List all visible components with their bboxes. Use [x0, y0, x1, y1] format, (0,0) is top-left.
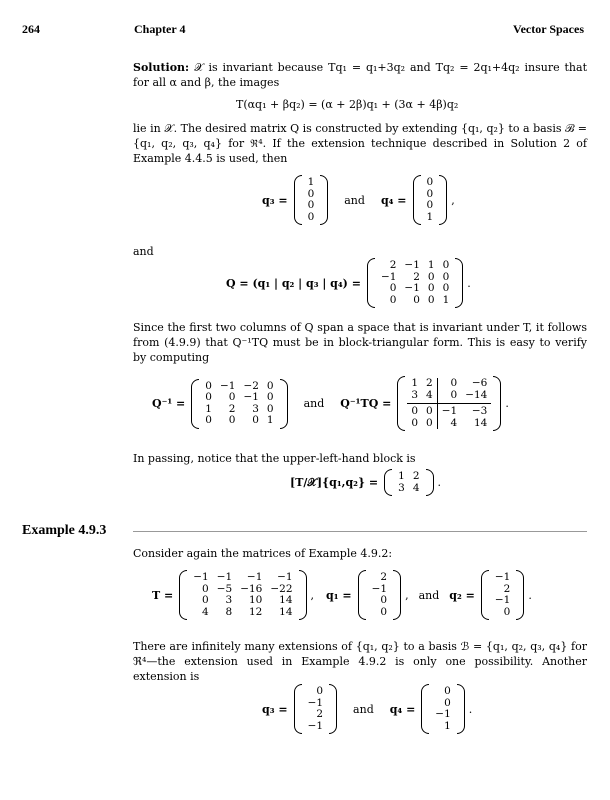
Q-label: Q = (q₁ | q₂ | q₃ | q₄) = [226, 276, 361, 290]
matrix-entry: −1 [219, 379, 236, 392]
equation-images-text: T(αq₁ + βq₂) = (α + 2β)q₁ + (3α + 4β)q₂ [236, 98, 459, 111]
matrix-entry: 0 [389, 282, 397, 294]
matrix-entry: 0 [202, 582, 209, 595]
vector-entry: −1 [371, 582, 388, 595]
solution-paragraph-2: lie in 𝒳. The desired matrix Q is constructed by extending {q₁, q₂} to a basis ℬ = {q₁, q₂, q₃, q₄} for ℜ⁴. If the extension technique described in Solution 2 of Example 4.4.5 is used, then [133, 122, 587, 165]
matrix-entry: 0 [438, 390, 461, 405]
vector-entry: 1 [426, 210, 434, 223]
q2-vector [481, 570, 524, 620]
and-word: and [353, 702, 374, 716]
matrix-entry: −16 [240, 582, 263, 595]
matrix-entry: 3 [252, 402, 259, 415]
vector-entry: 0 [316, 685, 324, 697]
equation-example-q3-q4 [262, 684, 472, 734]
matrix-entry: 8 [225, 605, 233, 618]
matrix-entry: −1 [193, 571, 209, 583]
matrix-entry: 0 [202, 594, 209, 606]
example-paragraph: There are infinitely many extensions of {q₁, q₂} to a basis ℬ = {q₁, q₂, q₃, q₄} for ℜ⁴—the extension used in Example 4.9.2 is only one possibility. Another extension is [133, 640, 587, 683]
matrix-entry: 0 [426, 416, 433, 429]
matrix-entry: 0 [442, 270, 450, 283]
equation-q3-q4 [262, 175, 455, 225]
matrix-entry: 1 [205, 402, 212, 415]
Qinv-matrix [191, 379, 287, 429]
period: . [467, 276, 471, 290]
running-head [22, 22, 584, 38]
vector-entry: 0 [307, 210, 315, 223]
matrix-entry: 0 [427, 282, 435, 294]
solution-paragraph-4: In passing, notice that the upper-left-hand block is [133, 452, 416, 465]
vector-entry: 1 [307, 176, 315, 188]
example-rule [133, 531, 587, 532]
equation-T-q1-q2 [152, 570, 532, 620]
QTQ-matrix [397, 376, 501, 431]
section-label: Vector Spaces [513, 22, 584, 36]
equation-Qinv-QTQ [152, 376, 509, 431]
matrix-entry: 0 [266, 402, 274, 415]
matrix-entry: 1 [398, 470, 405, 482]
Q-matrix [367, 258, 463, 308]
period: . [437, 476, 441, 489]
matrix-entry: 2 [426, 377, 433, 389]
matrix-entry: 3 [398, 481, 405, 494]
q1-vector [358, 570, 401, 620]
matrix-entry: 0 [411, 416, 419, 429]
matrix-entry: 0 [427, 270, 435, 283]
vector-entry: 0 [503, 605, 511, 618]
matrix-entry: 1 [411, 377, 419, 389]
matrix-entry: 0 [389, 293, 397, 306]
vector-entry: 2 [503, 582, 511, 595]
Qinv-label: Q⁻¹ = [152, 397, 186, 410]
matrix-entry: −1 [441, 405, 458, 417]
matrix-entry: 4 [450, 416, 458, 429]
vector-entry: 2 [316, 708, 324, 720]
QTQ-label: Q⁻¹TQ = [340, 397, 392, 410]
q3-label: q₃ = [262, 702, 288, 716]
matrix-entry: 4 [422, 390, 437, 405]
matrix-entry: −1 [243, 391, 259, 403]
and-word: and [344, 193, 365, 207]
vector-entry: 0 [426, 199, 434, 211]
example-intro: Consider again the matrices of Example 4.9.2: [133, 547, 393, 560]
page-number: 264 [22, 22, 40, 36]
q1-label: q₁ = [326, 588, 352, 602]
vector-entry: −1 [494, 594, 511, 606]
matrix-entry: 0 [252, 414, 259, 426]
matrix-entry: 0 [205, 414, 212, 426]
matrix-entry: 3 [407, 390, 422, 405]
matrix-entry: 2 [413, 270, 420, 283]
q4-label: q₄ = [380, 193, 407, 207]
matrix-entry: 0 [266, 379, 274, 392]
solution-paragraph-3: Since the first two columns of Q span a space that is invariant under T, it follows from (4.9.9) that Q⁻¹TQ must be in block-triangular form. This is easy to verify by computing [133, 321, 587, 364]
matrix-entry: 0 [266, 391, 274, 403]
vector-entry: 1 [444, 719, 451, 732]
chapter-label: Chapter 4 [134, 22, 186, 36]
matrix-entry: 0 [427, 293, 435, 306]
matrix-entry: −1 [216, 571, 233, 583]
vector-entry: −1 [307, 719, 324, 732]
matrix-entry: −6 [471, 377, 488, 389]
matrix-entry: 10 [249, 594, 263, 606]
vector-entry: 0 [426, 176, 434, 188]
block-matrix [384, 469, 433, 496]
example-heading: Example 4.9.3 [22, 523, 107, 538]
matrix-entry: 14 [279, 594, 293, 606]
matrix-entry: −5 [216, 582, 233, 595]
and-word: and [303, 397, 325, 410]
matrix-entry: −1 [404, 259, 420, 271]
comma: , [451, 193, 455, 207]
matrix-entry: 2 [412, 470, 420, 482]
period: . [528, 588, 532, 602]
matrix-entry: 12 [249, 605, 263, 618]
matrix-entry: 0 [442, 259, 450, 271]
vector-entry: 0 [307, 187, 315, 200]
q4-label: q₄ = [389, 702, 416, 716]
matrix-entry: 14 [473, 416, 488, 429]
matrix-entry: 0 [450, 377, 458, 389]
matrix-entry: 0 [205, 391, 212, 403]
matrix-entry: 14 [279, 605, 293, 618]
matrix-entry: 3 [225, 594, 233, 606]
matrix-entry: 4 [412, 481, 420, 494]
period: . [505, 397, 509, 410]
solution-label: Solution: [133, 61, 190, 74]
vector-entry: 2 [380, 571, 388, 583]
matrix-entry: −2 [243, 379, 259, 392]
equation-Q [226, 258, 471, 308]
matrix-entry: 0 [228, 391, 236, 403]
matrix-entry: 1 [266, 414, 274, 426]
equation-images [236, 98, 458, 111]
matrix-entry: 0 [411, 405, 419, 417]
matrix-entry: 2 [228, 402, 236, 415]
vector-entry: 0 [307, 199, 315, 211]
matrix-entry: −22 [270, 582, 293, 595]
comma: , [310, 588, 315, 602]
matrix-entry: −1 [246, 571, 263, 583]
q3-vector [294, 175, 329, 225]
q4-vector [421, 684, 464, 734]
vector-entry: 0 [380, 605, 388, 618]
matrix-entry: 1 [427, 259, 435, 271]
vector-entry: 0 [426, 187, 434, 200]
vector-entry: 0 [444, 696, 451, 709]
matrix-entry: 0 [205, 379, 212, 392]
and-paragraph: and [133, 245, 154, 258]
matrix-entry: 0 [426, 405, 433, 417]
q4-vector [413, 175, 448, 225]
vector-entry: 0 [380, 594, 388, 606]
period: . [468, 702, 473, 716]
vector-entry: −1 [307, 696, 324, 709]
q3-label: q₃ = [262, 193, 288, 207]
q2-label: q₂ = [449, 588, 475, 602]
matrix-entry: 1 [442, 293, 450, 306]
block-label: [T/𝒳]{q₁,q₂} = [290, 475, 379, 489]
solution-paragraph-1 [133, 60, 587, 90]
matrix-entry: −1 [277, 571, 293, 583]
T-label: T = [152, 588, 174, 602]
matrix-entry: 2 [389, 259, 397, 271]
equation-block [290, 469, 441, 496]
vector-entry: −1 [435, 708, 451, 720]
matrix-entry: 0 [442, 282, 450, 294]
vector-entry: 0 [444, 685, 451, 697]
matrix-entry: 0 [228, 414, 236, 426]
matrix-entry: −1 [404, 282, 420, 294]
and-word: and [418, 588, 440, 602]
q3-vector [294, 684, 337, 734]
matrix-entry: 0 [413, 293, 420, 306]
solution-line1: 𝒳 is invariant because Tq₁ = q₁+3q₂ and Tq₂ = 2q₁+4q₂ insure that for all α and β, the images [133, 61, 587, 89]
comma: , [405, 588, 409, 602]
T-matrix [179, 570, 306, 620]
matrix-entry: −3 [471, 405, 488, 417]
matrix-entry: 4 [202, 605, 209, 618]
vector-entry: −1 [494, 571, 511, 583]
matrix-entry: −14 [461, 390, 491, 405]
matrix-entry: −1 [380, 270, 397, 283]
